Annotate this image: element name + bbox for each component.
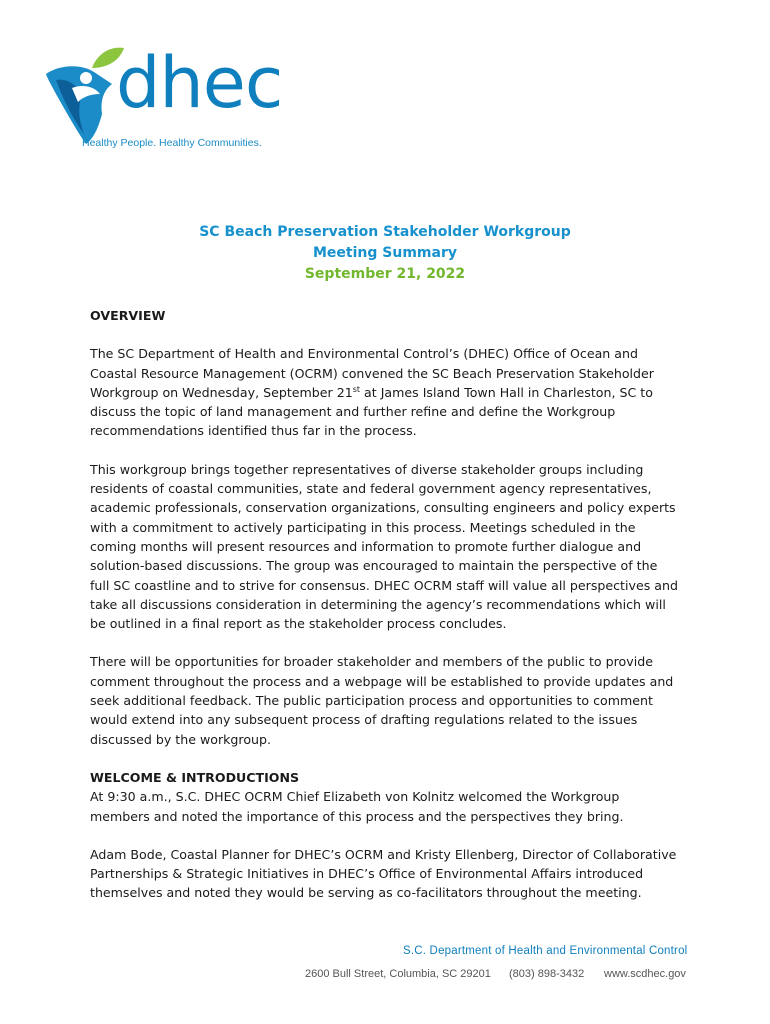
footer-phone: (803) 898-3432	[509, 968, 585, 980]
overview-p1-text-b: at James Island Town Hall in Charleston, SC to discuss the topic of land management and further refine and define the Workgroup recommendations identified thus far in the process.	[90, 384, 653, 439]
dhec-logo	[42, 44, 282, 156]
ordinal-suffix: st	[352, 384, 361, 394]
overview-heading: OVERVIEW	[90, 308, 166, 323]
footer-department: S.C. Department of Health and Environmental Control	[403, 945, 688, 957]
title-meeting-summary: Meeting Summary	[313, 245, 457, 261]
document-body	[90, 306, 680, 903]
logo-tagline: Healthy People. Healthy Communities.	[82, 137, 262, 149]
overview-paragraph-1	[90, 344, 680, 440]
welcome-heading: WELCOME & INTRODUCTIONS	[90, 769, 300, 785]
document-title	[0, 222, 770, 285]
footer-website[interactable]: www.scdhec.gov	[604, 968, 686, 980]
overview-paragraph-3: There will be opportunities for broader stakeholder and members of the public to provide comment throughout the process and a webpage will be established to provide updates and seek additional feedback. The public participation process and opportunities to comment would extend into any subsequent process of drafting regulations related to the issues discussed by the workgroup.	[90, 654, 674, 747]
title-date: September 21, 2022	[304, 266, 466, 282]
overview-p1-text-a: The SC Department of Health and Environmental Control’s (DHEC) Office of Ocean and Coastal Resource Management (OCRM) convened the SC Beach Preservation Stakeholder Workgroup on Wednesday, September 21	[90, 346, 654, 400]
title-workgroup: SC Beach Preservation Stakeholder Workgroup	[199, 224, 571, 240]
overview-paragraph-2: This workgroup brings together representatives of diverse stakeholder groups including residents of coastal communities, state and federal government agency representatives, academic professionals, conservation organizations, consulting engineers and policy experts with a commitment to actively participating in this process. Meetings scheduled in the coming months will present resources and information to promote further dialogue and solution-based discussions. The group was encouraged to maintain the perspective of the full SC coastline and to strive for consensus. DHEC OCRM staff will value all perspectives and take all discussions consideration in determining the agency’s recommendations which will be outlined in a final report as the stakeholder process concludes.	[90, 461, 678, 632]
dhec-wordmark: dhec	[116, 42, 283, 124]
footer-address: 2600 Bull Street, Columbia, SC 29201	[305, 968, 491, 980]
welcome-paragraph-1: At 9:30 a.m., S.C. DHEC OCRM Chief Elizabeth von Kolnitz welcomed the Workgroup members and noted the importance of this process and the perspectives they bring.	[90, 789, 624, 824]
welcome-paragraph-2: Adam Bode, Coastal Planner for DHEC’s OCRM and Kristy Ellenberg, Director of Collaborative Partnerships & Strategic Initiatives in DHEC’s Office of Environmental Affairs introduced themselves and noted they would be serving as co-facilitators throughout the meeting.	[90, 846, 677, 901]
